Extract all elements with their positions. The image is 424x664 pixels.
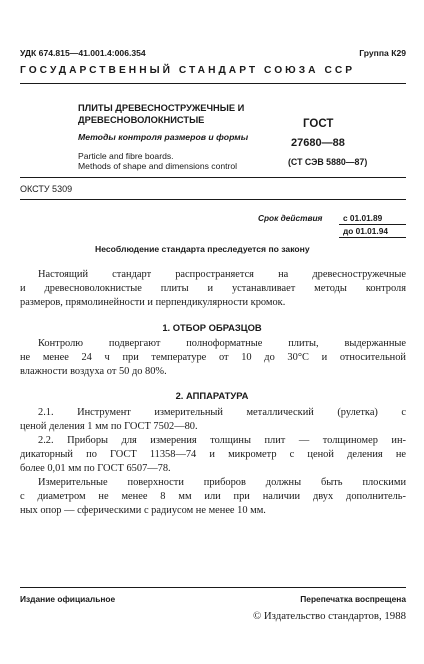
validity-from: с 01.01.89 bbox=[343, 213, 383, 223]
clause-2-1 bbox=[20, 406, 406, 434]
copyright-notice: © Издательство стандартов, 1988 bbox=[252, 610, 406, 622]
subtitle-en-line-2: Methods of shape and dimensions control bbox=[78, 161, 238, 171]
clause-line: Измерительные поверхности приборов должны быть плоскими bbox=[38, 477, 406, 488]
validity-label: Срок действия bbox=[258, 213, 323, 223]
title-line-2: ДРЕВЕСНОВОЛОКНИСТЫЕ bbox=[78, 115, 205, 125]
clause-line: ценой деления 1 мм по ГОСТ 7502—80. bbox=[20, 421, 198, 432]
subtitle-ru: Методы контроля размеров и формы bbox=[78, 132, 249, 142]
validity-underline bbox=[339, 237, 406, 238]
gost-number: 27680—88 bbox=[291, 137, 345, 149]
subtitle-en-line-1: Particle and fibre boards. bbox=[78, 151, 174, 161]
clause-line: более 0,01 мм по ГОСТ 6507—78. bbox=[20, 463, 171, 474]
section-1-line: не менее 24 ч при температуре от 10 до 30°С и относительной bbox=[20, 352, 406, 363]
intro-line: размеров, прямолинейности и перпендикулярности кромок. bbox=[20, 297, 286, 308]
section-1-paragraph bbox=[20, 337, 406, 379]
clause-2-2 bbox=[20, 434, 406, 476]
intro-line: Настоящий стандарт распространяется на древесностружечные bbox=[38, 269, 406, 280]
okstu-code: ОКСТУ 5309 bbox=[20, 184, 73, 194]
group-code: Группа К29 bbox=[359, 48, 406, 58]
law-notice: Несоблюдение стандарта преследуется по закону bbox=[95, 244, 310, 254]
title-block-rule bbox=[20, 177, 406, 178]
section-1-heading: 1. ОТБОР ОБРАЗЦОВ bbox=[162, 322, 262, 333]
clause-line: дикаторный по ГОСТ 11358—74 и микрометр с ценой деления не bbox=[20, 449, 406, 460]
footer-rule bbox=[20, 587, 406, 588]
banner-rule bbox=[20, 83, 406, 84]
intro-line: и древесноволокнистые плиты и устанавливает методы контроля bbox=[20, 283, 406, 294]
section-1-line: влажности воздуха от 50 до 80%. bbox=[20, 366, 167, 377]
st-sev-number: (СТ СЭВ 5880—87) bbox=[288, 157, 368, 167]
state-standard-banner: ГОСУДАРСТВЕННЫЙ СТАНДАРТ СОЮЗА ССР bbox=[20, 65, 356, 76]
clause-line: 2.2. Приборы для измерения толщины плит — толщиномер ин- bbox=[38, 435, 406, 446]
reprint-prohibited: Перепечатка воспрещена bbox=[300, 594, 406, 604]
gost-label: ГОСТ bbox=[303, 118, 334, 130]
section-2-heading: 2. АППАРАТУРА bbox=[175, 390, 249, 401]
official-edition: Издание официальное bbox=[20, 594, 116, 604]
clause-line: 2.1. Инструмент измерительный металлический (рулетка) с bbox=[38, 407, 406, 418]
validity-divider bbox=[339, 224, 406, 225]
okstu-rule bbox=[20, 199, 406, 200]
title-line-1: ПЛИТЫ ДРЕВЕСНОСТРУЖЕЧНЫЕ И bbox=[78, 103, 245, 113]
clause-line: с диаметром не менее 8 мм или при наличии двух дополнитель- bbox=[20, 491, 406, 502]
clause-line: ных опор — сферическими с радиусом не менее 10 мм. bbox=[20, 505, 266, 516]
section-1-line: Контролю подвергают полноформатные плиты, выдержанные bbox=[38, 338, 406, 349]
intro-paragraph bbox=[20, 268, 406, 310]
udk-code: УДК 674.815—41.001.4:006.354 bbox=[20, 48, 146, 58]
measuring-surfaces-paragraph bbox=[20, 476, 406, 518]
validity-to: до 01.01.94 bbox=[343, 226, 388, 236]
